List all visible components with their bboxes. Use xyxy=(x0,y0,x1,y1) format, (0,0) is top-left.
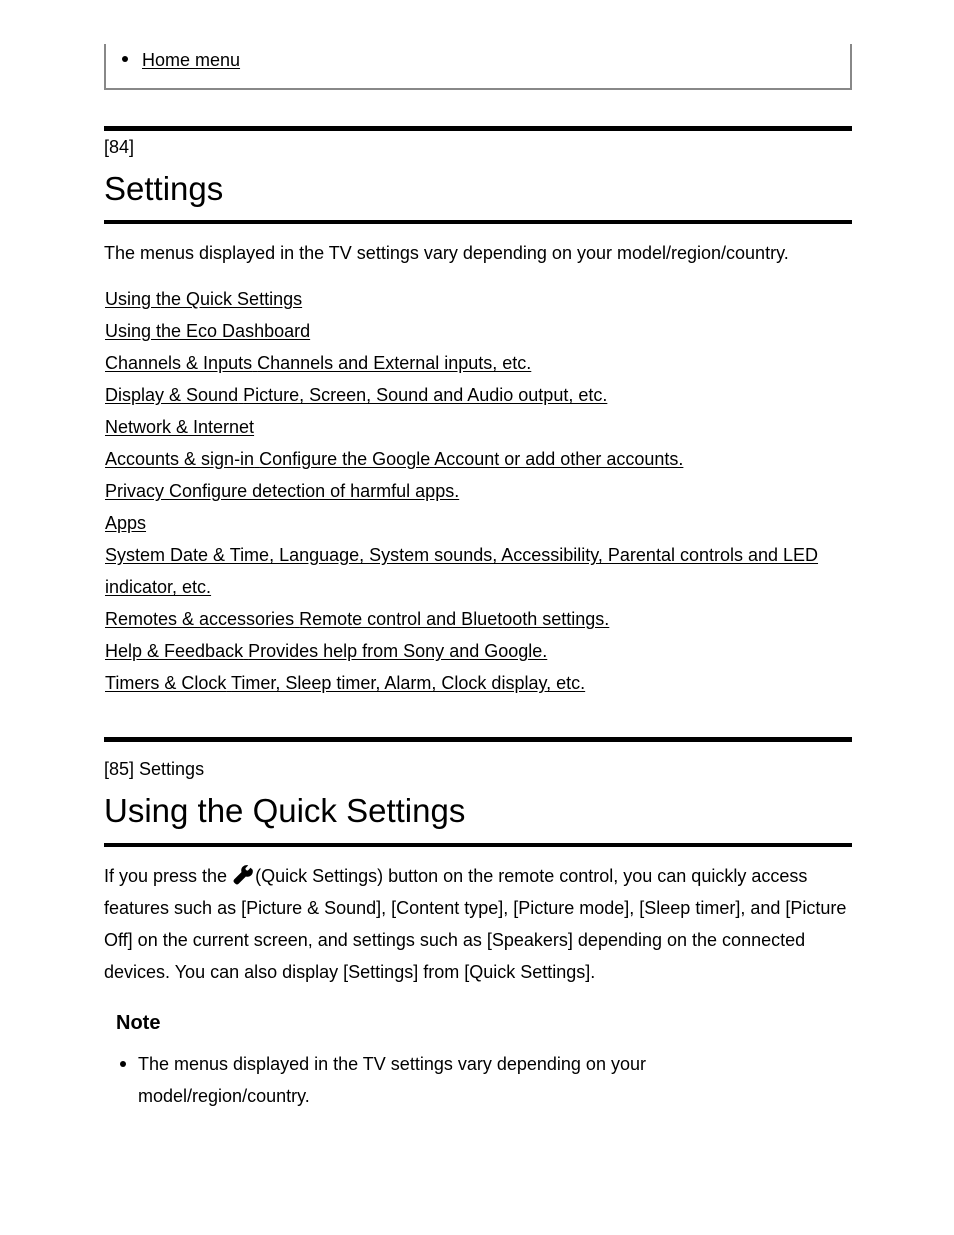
section-divider xyxy=(104,126,852,131)
list-item xyxy=(105,347,852,379)
list-item xyxy=(105,603,852,635)
body-text: (Quick Settings) button on the remote control, you can quickly access features such as [Picture & Sound], [Content type], [Picture mode], [Sleep timer], and [Picture Off] on the current screen, and settings such as [Speakers] depending on the connected devices. You can also display [Settings] from [Quick Settings]. xyxy=(104,866,847,982)
list-item xyxy=(105,379,852,411)
section-divider xyxy=(104,737,852,742)
settings-link[interactable]: Privacy Configure detection of harmful apps. xyxy=(105,481,460,501)
settings-link[interactable]: System Date & Time, Language, System sounds, Accessibility, Parental controls and LED indicator, etc. xyxy=(105,545,819,597)
body-text: If you press the xyxy=(104,866,228,886)
list-item xyxy=(105,283,852,315)
settings-link[interactable]: Remotes & accessories Remote control and Bluetooth settings. xyxy=(105,609,610,629)
intro-text: The menus displayed in the TV settings vary depending on your model/region/country. xyxy=(104,243,789,263)
list-item xyxy=(105,315,852,347)
list-item xyxy=(105,667,852,699)
title-underline xyxy=(104,220,852,224)
settings-link[interactable]: Using the Quick Settings xyxy=(105,289,303,309)
list-item xyxy=(120,1048,720,1112)
related-topics-box xyxy=(104,44,852,90)
list-item xyxy=(105,443,852,475)
settings-link[interactable]: Display & Sound Picture, Screen, Sound and Audio output, etc. xyxy=(105,385,608,405)
settings-link[interactable]: Apps xyxy=(105,513,147,533)
bullet-icon xyxy=(122,56,128,62)
home-menu-link[interactable]: Home menu xyxy=(142,50,241,70)
list-item xyxy=(105,411,852,443)
note-heading: Note xyxy=(116,1012,161,1034)
topic-id: [84] xyxy=(104,137,135,157)
settings-link[interactable]: Using the Eco Dashboard xyxy=(105,321,311,341)
title-underline xyxy=(104,843,852,847)
section-title: Using the Quick Settings xyxy=(104,792,466,829)
note-text: The menus displayed in the TV settings vary depending on your model/region/country. xyxy=(138,1054,646,1106)
note-list xyxy=(120,1048,720,1112)
topic-id: [85] Settings xyxy=(104,759,205,779)
list-item xyxy=(122,49,240,71)
settings-link[interactable]: Help & Feedback Provides help from Sony and Google. xyxy=(105,641,548,661)
quick-settings-body xyxy=(104,860,852,988)
settings-link-list xyxy=(105,283,852,699)
list-item xyxy=(105,539,852,603)
settings-link[interactable]: Network & Internet xyxy=(105,417,255,437)
settings-link[interactable]: Channels & Inputs Channels and External inputs, etc. xyxy=(105,353,532,373)
bullet-icon xyxy=(120,1061,126,1067)
settings-link[interactable]: Accounts & sign-in Configure the Google Account or add other accounts. xyxy=(105,449,684,469)
wrench-icon xyxy=(233,865,253,885)
list-item xyxy=(105,507,852,539)
settings-link[interactable]: Timers & Clock Timer, Sleep timer, Alarm, Clock display, etc. xyxy=(105,673,586,693)
page-title: Settings xyxy=(104,170,224,207)
list-item xyxy=(105,635,852,667)
list-item xyxy=(105,475,852,507)
